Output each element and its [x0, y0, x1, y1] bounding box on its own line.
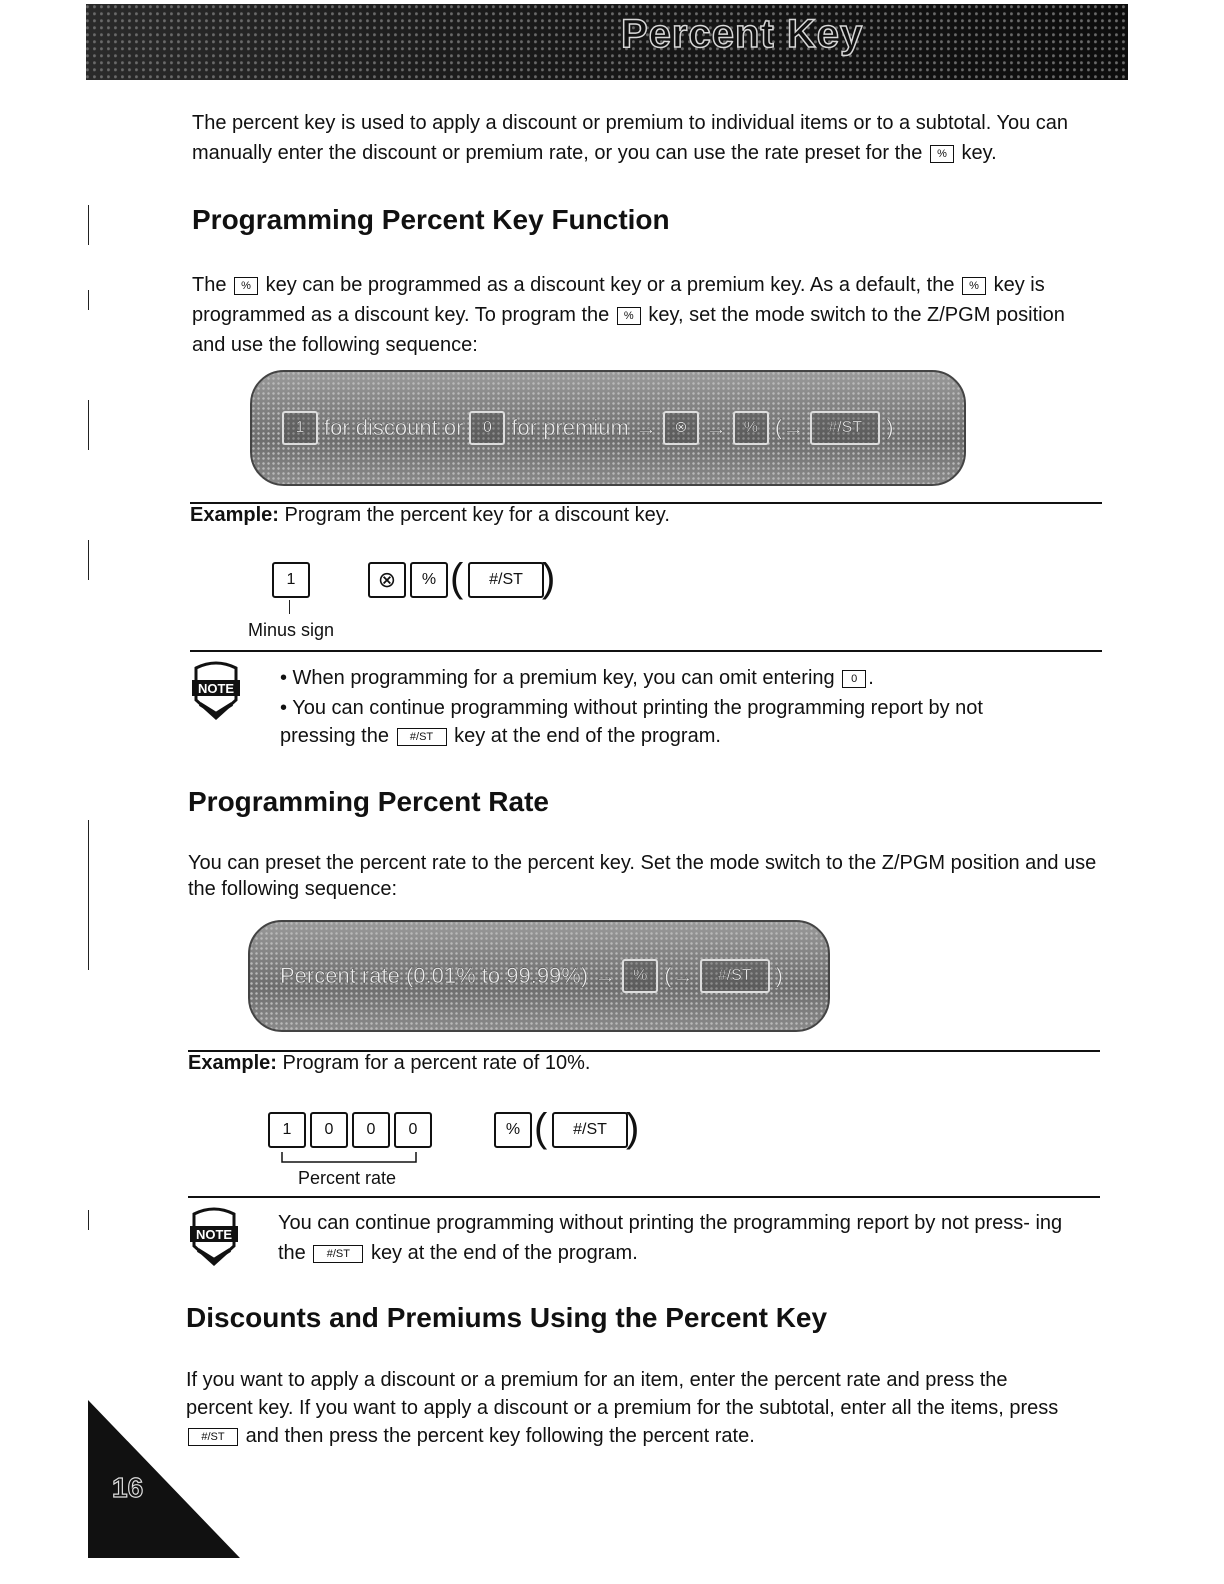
percent-key-icon: % — [234, 277, 258, 295]
percent-key-icon: % — [733, 411, 769, 445]
note-1-bullet-2 — [280, 694, 1060, 750]
sequence-content — [280, 959, 783, 993]
note-text: • You can continue programming without printing the programming report by not pressing the — [280, 697, 983, 747]
key-1-icon: 1 — [272, 562, 310, 598]
margin-mark — [88, 290, 89, 310]
key-0-icon: 0 — [352, 1112, 390, 1148]
section1-text: key can be programmed as a discount key or a premium key. As a default, the — [265, 274, 955, 296]
key-1-icon: 1 — [282, 411, 318, 445]
subtotal-key-icon: #/ST — [397, 728, 447, 746]
sequence-paren: ) — [775, 963, 783, 988]
note-text: . — [868, 667, 874, 689]
note-text: You can continue programming without printing the programming report by not press- ing the — [278, 1212, 1063, 1264]
divider — [188, 1196, 1100, 1198]
section-heading-percent-key-function: Programming Percent Key Function — [192, 204, 670, 235]
percent-key-icon: % — [494, 1112, 532, 1148]
intro-text: The percent key is used to apply a discount or premium to individual items or to a subtotal. You can manually enter the discount or premium rate, or you can use the rate preset for the — [192, 112, 1069, 164]
example-text: Program the percent key for a discount key. — [284, 504, 670, 526]
percent-key-icon: % — [410, 562, 448, 598]
key-0-icon: 0 — [469, 411, 505, 445]
percent-key-icon: % — [622, 959, 658, 993]
section3-paragraph — [186, 1366, 1076, 1450]
note-1-bullet-1 — [280, 664, 1100, 692]
margin-mark — [88, 1210, 89, 1230]
subtotal-key-icon: #/ST — [468, 562, 544, 598]
note-text: • When programming for a premium key, you can omit entering — [280, 667, 835, 689]
percent-key-icon: % — [930, 145, 954, 163]
sequence-box-percent-rate — [248, 920, 830, 1032]
section3-text: If you want to apply a discount or a premium for an item, enter the percent rate and press the percent key. If you want to apply a discount or a premium for the subtotal, enter all the items, press — [186, 1369, 1059, 1419]
note-icon — [188, 1206, 240, 1268]
sequence-box-percent-key-function — [250, 370, 966, 486]
section1-text: key is programmed as a discount key. To program the — [192, 274, 1045, 326]
section2-text: You can preset the percent rate to the percent key. Set the mode switch to the Z/PGM position and use the following sequence: — [188, 852, 1097, 900]
section1-paragraph — [192, 270, 1092, 360]
note-text: key at the end of the program. — [370, 1242, 638, 1264]
sequence-text: for premium → — [511, 415, 657, 440]
page-banner — [86, 4, 1128, 80]
paren-open: ( — [534, 1106, 548, 1150]
subtotal-key-icon: #/ST — [700, 959, 770, 993]
subtotal-key-icon: #/ST — [552, 1112, 628, 1148]
margin-mark — [88, 820, 89, 970]
page-corner — [88, 1400, 240, 1558]
key-0-icon: 0 — [842, 670, 866, 688]
section1-text: key, set the mode switch to the Z/PGM position and use the following sequence: — [192, 304, 1065, 356]
divider — [190, 650, 1102, 652]
section3-text: and then press the percent key following the percent rate. — [245, 1425, 755, 1447]
section-heading-percent-rate: Programming Percent Rate — [188, 786, 549, 817]
margin-mark — [88, 400, 89, 450]
key-0-icon: 0 — [394, 1112, 432, 1148]
page-number: 16 — [112, 1472, 144, 1503]
key-0-icon: 0 — [310, 1112, 348, 1148]
intro-paragraph — [192, 108, 1102, 168]
minus-sign-caption: Minus sign — [248, 620, 335, 640]
percent-rate-caption: Percent rate — [298, 1168, 397, 1188]
note-2 — [278, 1208, 1088, 1268]
sequence-content — [282, 411, 894, 445]
percent-key-icon: % — [617, 307, 641, 325]
section2-paragraph — [188, 850, 1098, 902]
intro-text-end: key. — [961, 142, 997, 164]
paren-close: ) — [626, 1106, 640, 1150]
sequence-paren: ) — [886, 415, 894, 440]
percent-key-icon: % — [962, 277, 986, 295]
multiply-key-icon: ⊗ — [663, 411, 699, 445]
note-icon-label: NOTE — [197, 681, 235, 696]
note-icon — [190, 660, 242, 722]
note-text: key at the end of the program. — [454, 725, 721, 747]
example-2 — [188, 1048, 590, 1078]
arrow-icon: → — [704, 415, 727, 440]
section1-text: The — [192, 274, 227, 296]
paren-close: ) — [542, 556, 556, 600]
subtotal-key-icon: #/ST — [313, 1245, 363, 1263]
subtotal-key-icon: #/ST — [810, 411, 880, 445]
example-1 — [190, 500, 670, 530]
subtotal-key-icon: #/ST — [188, 1428, 238, 1446]
margin-mark — [88, 540, 89, 580]
page-title: Percent Key — [621, 12, 864, 56]
note-icon-label: NOTE — [195, 1227, 233, 1242]
example-label: Example: — [190, 504, 279, 526]
margin-mark — [88, 205, 89, 245]
sequence-paren: (→ — [774, 415, 805, 440]
sequence-paren: (→ — [664, 963, 694, 988]
minus-sign-pointer — [289, 600, 290, 614]
section-heading-discounts-premiums: Discounts and Premiums Using the Percent Key — [186, 1302, 828, 1333]
key-1-icon: 1 — [268, 1112, 306, 1148]
sequence-text: Percent rate (0.01% to 99.99%) → — [280, 963, 617, 988]
example-text: Program for a percent rate of 10%. — [282, 1052, 591, 1074]
multiply-key-icon: ⊗ — [368, 562, 406, 598]
sequence-text: for discount or — [324, 415, 464, 440]
percent-rate-bracket — [280, 1150, 420, 1166]
paren-open: ( — [450, 556, 464, 600]
example-label: Example: — [188, 1052, 277, 1074]
